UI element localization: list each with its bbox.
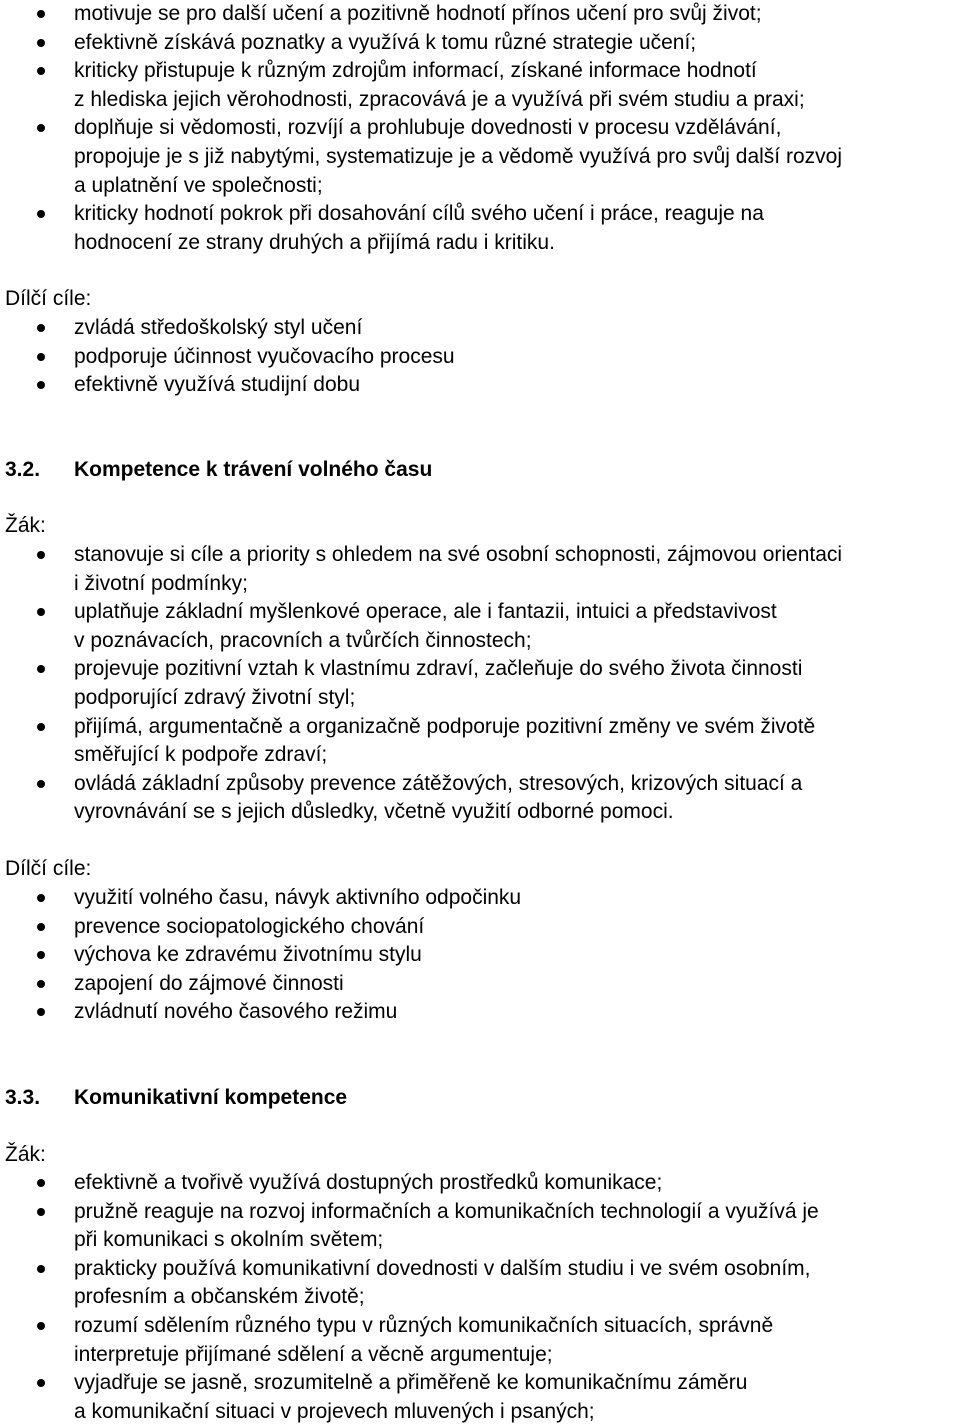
list-item: využití volného času, návyk aktivního odpočinku xyxy=(0,884,960,913)
list-item: doplňuje si vědomosti, rozvíjí a prohlubuje dovednosti v procesu vzdělávání, propojuje je s již nabytými, systematizuje je a vědomě využívá pro svůj další rozvoj a uplatnění ve společnosti; xyxy=(0,114,960,200)
list-item: motivuje se pro další učení a pozitivně hodnotí přínos učení pro svůj život; xyxy=(0,0,960,29)
list-item: zvládnutí nového časového režimu xyxy=(0,998,960,1027)
student-label: Žák: xyxy=(5,1143,46,1166)
section-3-2-goals-list xyxy=(0,884,960,1027)
sub-goals-label: Dílčí cíle: xyxy=(5,287,92,310)
section-heading-3-2 xyxy=(5,456,432,484)
list-item: zapojení do zájmové činnosti xyxy=(0,970,960,999)
sub-goals-section xyxy=(0,314,960,400)
list-item: pružně reaguje na rozvoj informačních a komunikačních technologií a využívá je při komunikaci s okolním světem; xyxy=(0,1198,960,1255)
section-number: 3.3. xyxy=(5,1086,41,1109)
list-item: efektivně získává poznatky a využívá k tomu různé strategie učení; xyxy=(0,29,960,58)
list-item: podporuje účinnost vyučovacího procesu xyxy=(0,343,960,372)
list-item: prevence sociopatologického chování xyxy=(0,913,960,942)
list-item: uplatňuje základní myšlenkové operace, ale i fantazii, intuici a představivost v poznávacích, pracovních a tvůrčích činnostech; xyxy=(0,598,960,655)
section-title: Kompetence k trávení volného času xyxy=(74,458,433,481)
list-item: přijímá, argumentačně a organizačně podporuje pozitivní změny ve svém životě směřující k podpoře zdraví; xyxy=(0,713,960,770)
intro-bullet-list xyxy=(0,0,960,257)
section-3-3-bullet-list xyxy=(0,1169,960,1426)
section-3-2-bullet-list xyxy=(0,541,960,827)
section-number: 3.2. xyxy=(5,458,41,481)
section-3-3-list-section xyxy=(0,1169,960,1426)
list-item: kriticky hodnotí pokrok při dosahování cílů svého učení i práce, reaguje na hodnocení ze strany druhých a přijímá radu i kritiku. xyxy=(0,200,960,257)
section-3-2-list-section xyxy=(0,541,960,827)
list-item: výchova ke zdravému životnímu stylu xyxy=(0,941,960,970)
section-heading-3-3 xyxy=(5,1084,347,1112)
list-item: efektivně a tvořivě využívá dostupných prostředků komunikace; xyxy=(0,1169,960,1198)
sub-goals-list xyxy=(0,314,960,400)
list-item: ovládá základní způsoby prevence zátěžových, stresových, krizových situací a vyrovnávání se s jejich důsledky, včetně využití odborné pomoci. xyxy=(0,770,960,827)
list-item: zvládá středoškolský styl učení xyxy=(0,314,960,343)
list-item: kriticky přistupuje k různým zdrojům informací, získané informace hodnotí z hlediska jejich věrohodnosti, zpracovává je a využívá při svém studiu a praxi; xyxy=(0,57,960,114)
sub-goals-label: Dílčí cíle: xyxy=(5,857,92,880)
list-item: efektivně využívá studijní dobu xyxy=(0,371,960,400)
list-item: vyjadřuje se jasně, srozumitelně a přiměřeně ke komunikačnímu záměru a komunikační situaci v projevech mluvených i psaných; xyxy=(0,1369,960,1426)
section-title: Komunikativní kompetence xyxy=(74,1086,348,1109)
student-label: Žák: xyxy=(5,514,46,537)
list-item: stanovuje si cíle a priority s ohledem na své osobní schopnosti, zájmovou orientaci i životní podmínky; xyxy=(0,541,960,598)
list-item: projevuje pozitivní vztah k vlastnímu zdraví, začleňuje do svého života činnosti podporující zdravý životní styl; xyxy=(0,655,960,712)
list-item: prakticky používá komunikativní dovednosti v dalším studiu i ve svém osobním, profesním a občanském životě; xyxy=(0,1255,960,1312)
list-item: rozumí sdělením různého typu v různých komunikačních situacích, správně interpretuje přijímané sdělení a věcně argumentuje; xyxy=(0,1312,960,1369)
section-3-2-goals-section xyxy=(0,884,960,1027)
intro-list-section xyxy=(0,0,960,257)
